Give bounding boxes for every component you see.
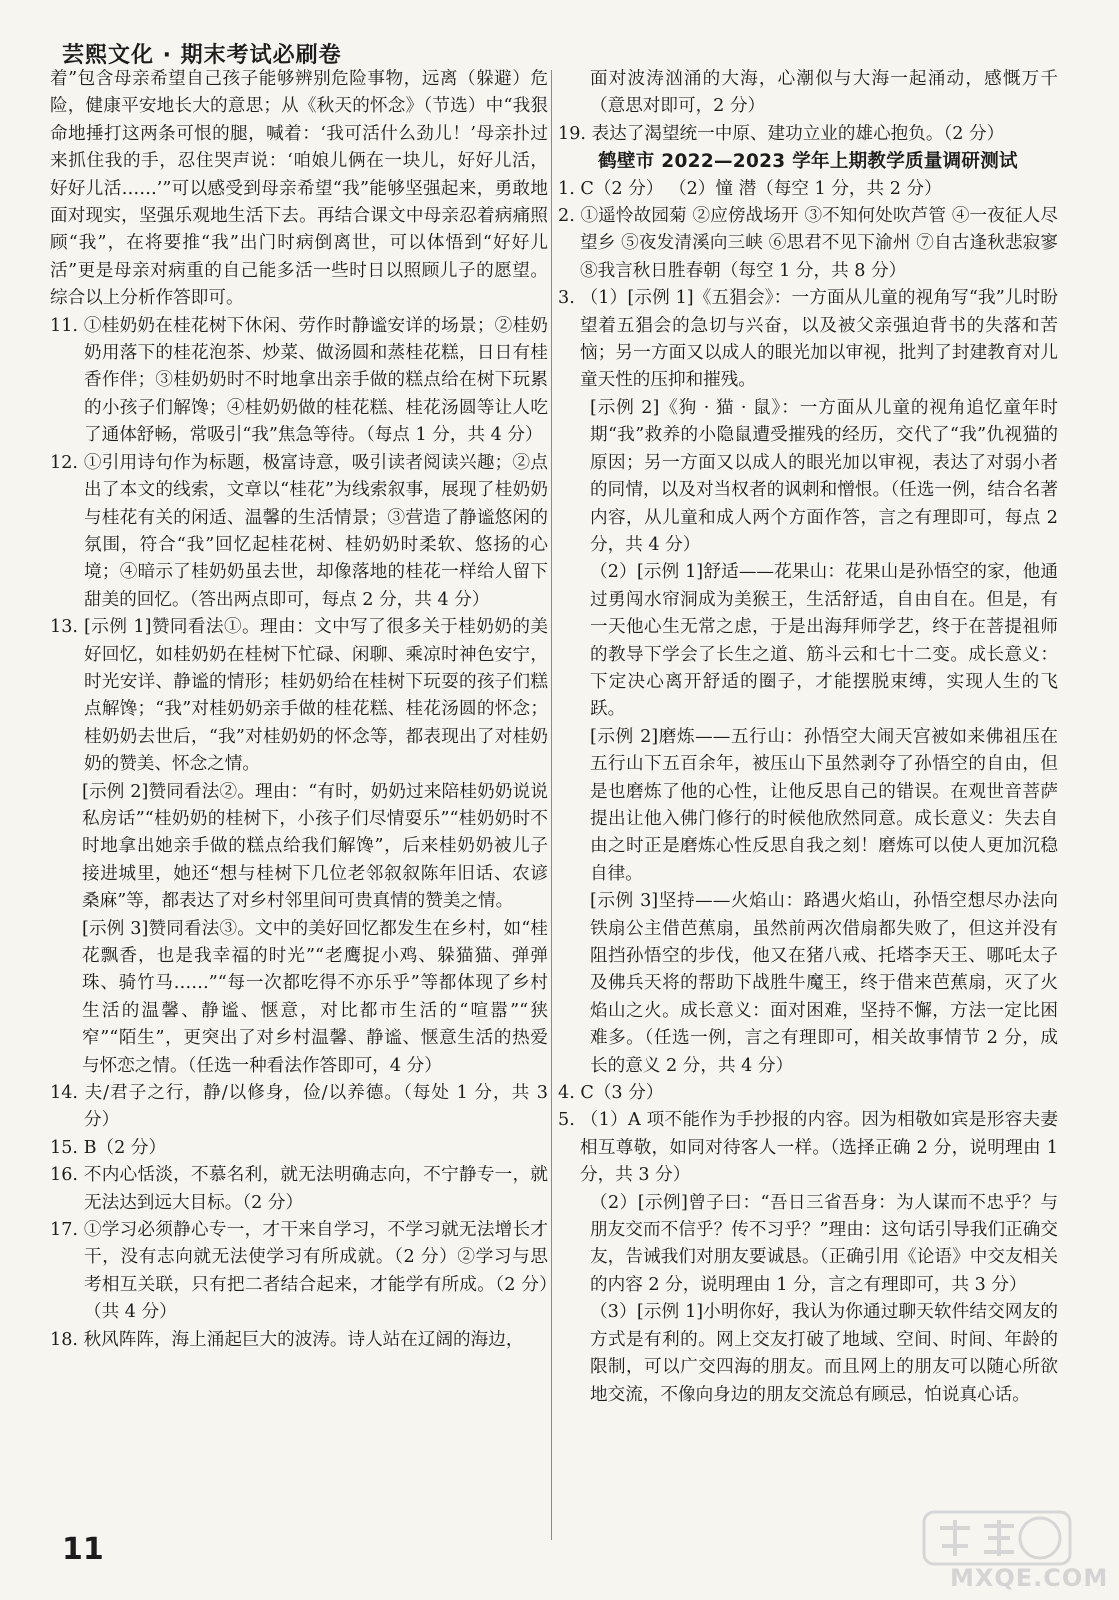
answer-5-2: （2）[示例]曾子曰：“吾日三省吾身：为人谋而不忠乎？与朋友交而不信乎？传不习乎？”理由：这句话引导我们正确交友，告诫我们对朋友要诚恳。（正确引用《论语》中交友相关的内容 2 分，说明理由 1 分，言之有理即可，共 3 分） — [590, 1192, 1058, 1295]
answer-3-2-example-2: [示例 2]磨炼——五行山：孙悟空大闹天宫被如来佛祖压在五行山下五百余年，被压山下虽然剥夺了孙悟空的自由，但是也磨炼了他的心性，让他反思自己的错误。在观世音菩萨提出让他入佛门修行的时候他欣然同意。成长意义：失去自由之时正是磨炼心性反思自我之刻！磨炼可以使人更加沉稳自律。 — [590, 726, 1058, 884]
answer-13-example-3: [示例 3]赞同看法③。文中的美好回忆都发生在乡村，如“桂花飘香，也是我幸福的时光”“老鹰捉小鸡、躲猫猫、弹弹珠、骑竹马……”“每一次都吃得不亦乐乎”等都体现了乡村生活的温馨、静谧、惬意，对比都市生活的“喧嚣”“狭窄”“陌生”，更突出了对乡村温馨、静谧、惬意生活的热爱与怀恋之情。（任选一种看法作答即可，4 分） — [82, 918, 548, 1076]
column-divider — [551, 70, 552, 1540]
answer-19: 19. 表达了渴望统一中原、建功立业的雄心抱负。（2 分） — [558, 123, 1005, 144]
answer-14: 14. 夫/君子之行，静/以修身，俭/以养德。（每处 1 分，共 3 分） — [50, 1083, 548, 1131]
section-title: 鹤壁市 2022—2023 学年上期教学质量调研测试 — [598, 151, 1018, 173]
answer-15: 15. B（2 分） — [50, 1137, 167, 1158]
answer-11: 11. ①桂奶奶在桂花树下休闲、劳作时静谧安详的场景；②桂奶奶用落下的桂花泡茶、炒菜、做汤圆和蒸桂花糕，日日有桂香作伴；③桂奶奶时不时地拿出亲手做的糕点给在树下玩累的小孩子们解馋；④桂奶奶做的桂花糕、桂花汤圆等让人吃了通体舒畅，常吸引“我”焦急等待。（每点 1 分，共 4 分） — [50, 315, 548, 446]
answer-1: 1. C（2 分） （2）憧 潜（每空 1 分，共 2 分） — [558, 178, 942, 199]
left-column — [50, 66, 548, 1354]
answer-3-2-example-3: [示例 3]坚持——火焰山：路遇火焰山，孙悟空想尽办法向铁扇公主借芭蕉扇，虽然前两次借扇都失败了，但这并没有阻挡孙悟空的步伐，他又在猪八戒、托塔李天王、哪吒太子及佛兵天将的帮助下战胜牛魔王，终于借来芭蕉扇，灭了火焰山之火。成长意义：面对困难，坚持不懈，方法一定比困难多。（任选一例，言之有理即可，相关故事情节 2 分，成长的意义 2 分，共 4 分） — [590, 891, 1058, 1076]
answer-3-1-example-1: 3. （1）[示例 1]《五猖会》：一方面从儿童的视角写“我”儿时盼望着五猖会的急切与兴奋，以及被父亲强迫背书的失落和苦恼；另一方面又以成人的眼光加以审视，批判了封建教育对儿童天性的压抑和摧残。 — [558, 288, 1058, 391]
watermark-site: MXQE.COM — [950, 1564, 1109, 1592]
watermark-logo — [922, 1506, 1072, 1570]
answer-3-1-example-2: [示例 2]《狗 · 猫 · 鼠》：一方面从儿童的视角追忆童年时期“我”救养的小隐鼠遭受摧残的经历，交代了“我”仇视猫的原因；另一方面又以成人的眼光加以审视，表达了对弱小者的同情，以及对当权者的讽刺和憎恨。（任选一例，结合名著内容，从儿童和成人两个方面作答，言之有理即可，每点 2 分，共 4 分） — [590, 397, 1058, 555]
answer-17: 17. ①学习必须静心专一，才干来自学习，不学习就无法增长才干，没有志向就无法使学习有所成就。（2 分）②学习与思考相互关联，只有把二者结合起来，才能学有所成。（2 分）（共 4 分） — [50, 1220, 548, 1323]
answer-13-example-2: [示例 2]赞同看法②。理由：“有时，奶奶过来陪桂奶奶说说私房话”“桂奶奶的桂树下，小孩子们尽情耍乐”“桂奶奶时不时地拿出她亲手做的糕点给我们解馋”，后来桂奶奶被儿子接进城里，她还“想与桂树下几位老邻叙叙陈年旧话、农谚桑麻”等，都表达了对乡村邻里间可贵真情的赞美之情。 — [82, 781, 548, 912]
page-header: 芸熙文化 · 期末考试必刷卷 — [62, 43, 342, 68]
answer-12: 12. ①引用诗句作为标题，极富诗意，吸引读者阅读兴趣；②点出了本文的线索，文章以“桂花”为线索叙事，展现了桂奶奶与桂花有关的闲适、温馨的生活情景；③营造了静谧悠闲的氛围，符合“我”回忆起桂花树、桂奶奶时柔软、悠扬的心境；④暗示了桂奶奶虽去世，却像落地的桂花一样给人留下甜美的回忆。（答出两点即可，每点 2 分，共 4 分） — [50, 452, 548, 610]
answer-16: 16. 不内心恬淡，不慕名利，就无法明确志向，不宁静专一，就无法达到远大目标。（2 分） — [50, 1165, 548, 1213]
answer-18-continued: 面对波涛汹涌的大海，心潮似与大海一起涌动，感慨万千（意思对即可，2 分） — [590, 69, 1058, 117]
answer-18-start: 18. 秋风阵阵，海上涌起巨大的波涛。诗人站在辽阔的海边， — [50, 1329, 524, 1350]
answer-13-example-1: 13. [示例 1]赞同看法①。理由：文中写了很多关于桂奶奶的美好回忆，如桂奶奶在桂树下忙碌、闲聊、乘凉时神色安宁，时光安详、静谧的情形；桂奶奶给在桂树下玩耍的孩子们糕点解馋；“我”对桂奶奶亲手做的桂花糕、桂花汤圆的怀念；桂奶奶去世后，“我”对桂奶奶的怀念等，都表现出了对桂奶奶的赞美、怀念之情。 — [50, 617, 548, 775]
answer-5-1: 5. （1）A 项不能作为手抄报的内容。因为相敬如宾是形容夫妻相互尊敬，如同对待客人一样。（选择正确 2 分，说明理由 1 分，共 3 分） — [558, 1110, 1058, 1186]
right-column — [558, 66, 1058, 1409]
answer-10-continued: 着”包含母亲希望自己孩子能够辨别危险事物，远离（躲避）危险，健康平安地长大的意思；从《秋天的怀念》（节选）中“我狠命地捶打这两条可恨的腿，喊着：‘我可活什么劲儿！’母亲扑过来抓住我的手，忍住哭声说：‘咱娘儿俩在一块儿，好好儿活，好好儿活……’”可以感受到母亲希望“我”能够坚强起来，勇敢地面对现实，坚强乐观地生活下去。再结合课文中母亲忍着病痛照顾“我”，在将要推“我”出门时病倒离世，可以体悟到“好好儿活”更是母亲对病重的自己能多活一些时日以照顾儿子的愿望。综合以上分析作答即可。 — [50, 69, 548, 309]
answer-4: 4. C（3 分） — [558, 1083, 664, 1104]
page-number: 11 — [62, 1532, 104, 1567]
answer-5-3: （3）[示例 1]小明你好，我认为你通过聊天软件结交网友的方式是有利的。网上交友打破了地域、空间、时间、年龄的限制，可以广交四海的朋友。而且网上的朋友可以随心所欲地交流，不像向身边的朋友交流总有顾忌，怕说真心话。 — [590, 1302, 1058, 1405]
answer-3-2-example-1: （2）[示例 1]舒适——花果山：花果山是孙悟空的家，他通过勇闯水帘洞成为美猴王，生活舒适，自由自在。但是，有一天他心生无常之虑，于是出海拜师学艺，终于在菩提祖师的教导下学会了长生之道、筋斗云和七十二变。成长意义：下定决心离开舒适的圈子，才能摆脱束缚，实现人生的飞跃。 — [590, 562, 1058, 720]
answer-2: 2. ①遥怜故园菊 ②应傍战场开 ③不知何处吹芦管 ④一夜征人尽望乡 ⑤夜发清溪向三峡 ⑥思君不见下渝州 ⑦自古逢秋悲寂寥 ⑧我言秋日胜春朝（每空 1 分，共 8 分） — [558, 206, 1058, 281]
